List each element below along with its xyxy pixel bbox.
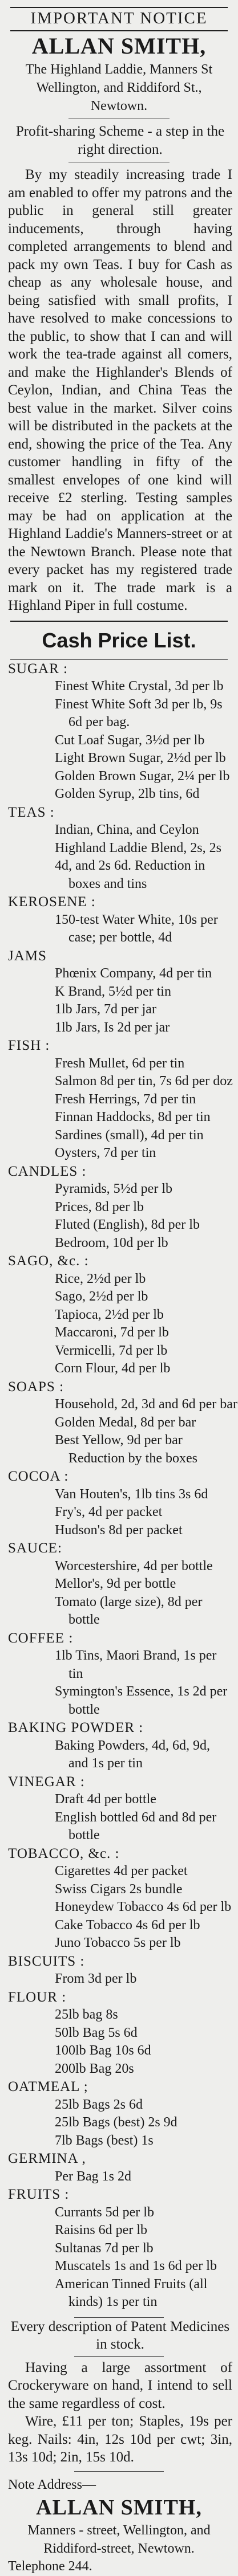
price-item: Household, 2d, 3d and 6d per bar	[55, 1397, 237, 1412]
price-item: Sardines (small), 4d per tin	[55, 1127, 204, 1143]
price-item: Draft 4d per bottle	[55, 1792, 156, 1807]
price-item: Bedroom, 10d per lb	[55, 1235, 168, 1250]
price-item: 6d per bag.	[68, 715, 130, 729]
price-item: 150-test Water White, 10s per	[55, 912, 218, 927]
price-section-heading: SAUCE:	[8, 1540, 62, 1556]
price-item: and 1s per tin	[68, 1756, 143, 1771]
price-item: Prices, 8d per lb	[55, 1199, 144, 1214]
wire-note: Wire, £11 per ton; Staples, 19s per keg. Nails: 4in, 12s 10d per cwt; 3in, 13s 10d; 2in, 15s 10d.	[8, 2414, 232, 2465]
price-item: K Brand, 5½d per tin	[55, 984, 171, 999]
address-block	[0, 60, 238, 115]
top-rule	[10, 7, 228, 8]
price-item: Symington's Essence, 1s 2d per	[55, 1684, 228, 1699]
price-item: Finest White Crystal, 3d per lb	[55, 679, 224, 694]
price-item: 7lb Bags (best) 1s	[55, 2133, 154, 2148]
price-section-heading: CANDLES :	[8, 1163, 87, 1179]
price-item: Cake Tobacco 4s 6d per lb	[55, 1917, 200, 1933]
price-item: Light Brown Sugar, 2½d per lb	[55, 751, 226, 765]
price-item: Golden Medal, 8d per bar	[55, 1415, 196, 1430]
price-item: boxes and tins	[68, 876, 147, 891]
divider	[74, 2356, 164, 2357]
crockery-note: Having a large assortment of Crockeryware on hand, I intend to sell the same regardless of cost.	[8, 2359, 232, 2411]
price-item: American Tinned Fruits (all	[55, 2276, 208, 2292]
price-item: English bottled 6d and 8d per	[55, 1809, 217, 1825]
price-item: tin	[68, 1666, 83, 1681]
price-item: Golden Brown Sugar, 2¼ per lb	[55, 768, 230, 784]
price-item: case; per bottle, 4d	[68, 930, 172, 945]
price-item: bottle	[68, 1828, 100, 1843]
price-item: Finest White Soft 3d per lb, 9s	[55, 696, 223, 712]
price-item: Baking Powders, 4d, 6d, 9d,	[55, 1738, 210, 1753]
price-item: Maccaroni, 7d per lb	[55, 1325, 169, 1340]
price-item: 1lb Jars, Is 2d per jar	[55, 1020, 170, 1035]
price-item: Tapioca, 2½d per lb	[55, 1307, 164, 1322]
price-item: Reduction by the boxes	[68, 1450, 197, 1466]
price-section-heading: FLOUR :	[8, 1989, 67, 2005]
footer-address-line: Manners - street, Wellington, and	[27, 2523, 211, 2538]
price-item: 1lb Jars, 7d per jar	[55, 1002, 156, 1017]
price-section-heading: GERMINA ,	[8, 2151, 86, 2166]
price-item: Finnan Haddocks, 8d per tin	[55, 1110, 211, 1124]
price-item: 25lb Bags (best) 2s 9d	[55, 2115, 178, 2130]
address-line: Newtown.	[90, 99, 148, 113]
price-item: Hudson's 8d per packet	[55, 1522, 183, 1538]
price-item: Muscatels 1s and 1s 6d per lb	[55, 2259, 217, 2273]
price-item: Fresh Mullet, 6d per tin	[55, 1055, 185, 1071]
price-item: 100lb Bag 10s 6d	[55, 2043, 151, 2058]
price-section-heading: FRUITS :	[8, 2187, 70, 2202]
price-item: 4d, and 2s 6d. Reduction in	[55, 858, 205, 873]
price-item: Fluted (English), 8d per lb	[55, 1217, 200, 1232]
price-item: Sultanas 7d per lb	[55, 2240, 154, 2256]
price-section-heading: FISH :	[8, 1038, 50, 1053]
price-section-heading: SAGO, &c. :	[8, 1253, 89, 1269]
body-text: By my steadily increasing trade I am enabled to offer my patrons and the public in general still greater inducements, through having completed arrangements to blend and pack my own Teas. I buy for Cash as cheap as any wholesale house, and being satisfied with small profits, I have resolved to make concessions to the public, to show that I can and will work the tea-trade against all comers, and make the Highlander's Blends of Ceylon, Indian, and China Teas the best value in the market. Silver coins will be distributed in the packets at the end, showing the price of the Tea. Any customer handling in fifty of the smallest envelopes of one kind will receive £2 sterling. Testing samples may be had on application at the Highland Laddie's Manners-street or at the Newtown Branch. Please note that every packet has my registered trade mark on it. The trade mark is a Highland Piper in full costume.	[8, 167, 232, 613]
price-item: Swiss Cigars 2s bundle	[55, 1881, 183, 1897]
intro-text: Profit-sharing Scheme - a step in the right direction.	[15, 124, 225, 157]
price-item: Phœnix Company, 4d per tin	[55, 966, 212, 981]
price-section-heading: SOAPS :	[8, 1379, 64, 1395]
price-item: Per Bag 1s 2d	[55, 2169, 131, 2184]
price-item: From 3d per lb	[55, 1971, 137, 1986]
price-item: 1lb Tins, Maori Brand, 1s per	[55, 1648, 217, 1663]
telephone: Telephone 244.	[8, 2559, 92, 2574]
price-item: Cigarettes 4d per packet	[55, 1864, 188, 1878]
price-item: Corn Flour, 4d per lb	[55, 1361, 171, 1376]
price-item: kinds) 1s per tin	[68, 2294, 158, 2309]
price-item: Fresh Herrings, 7d per tin	[55, 1091, 196, 1107]
price-section-heading: BISCUITS :	[8, 1953, 85, 1969]
price-item: 200lb Bag 20s	[55, 2061, 134, 2076]
price-item: bottle	[68, 1702, 100, 1717]
price-item: Juno Tobacco 5s per lb	[55, 1935, 181, 1950]
price-item: 50lb Bag 5s 6d	[55, 2025, 138, 2040]
price-item: Van Houten's, 1lb tins 3s 6d	[55, 1486, 208, 1502]
price-section-heading: COCOA :	[8, 1469, 69, 1484]
price-section-heading: SUGAR :	[8, 661, 68, 676]
price-section-heading: BAKING POWDER :	[8, 1720, 144, 1735]
price-item: Honeydew Tobacco 4s 6d per lb	[55, 1900, 232, 1914]
address-line: Wellington, and Riddiford St.,	[36, 80, 202, 95]
price-item: Raisins 6d per lb	[55, 2223, 147, 2237]
footer-address-line: Riddiford-street, Newtown.	[43, 2541, 195, 2556]
price-section-heading: TOBACCO, &c. :	[8, 1845, 120, 1861]
address-line: The Highland Laddie, Manners St	[25, 62, 213, 77]
price-item: Mellor's, 9d per bottle	[55, 1576, 176, 1591]
price-section-heading: VINEGAR :	[8, 1774, 85, 1790]
divider	[74, 2471, 164, 2472]
price-item: Oysters, 7d per tin	[55, 1146, 156, 1160]
price-item: Currants 5d per lb	[55, 2204, 154, 2220]
note-address-label: Note Address—	[8, 2477, 96, 2492]
price-list	[0, 660, 238, 2312]
patent-note: Every description of Patent Medicines in stock.	[10, 2318, 230, 2352]
divider	[10, 621, 228, 622]
price-item: Cut Loaf Sugar, 3½d per lb	[55, 732, 205, 748]
price-item: Best Yellow, 9d per bar	[55, 1433, 183, 1448]
price-item: Fry's, 4d per packet	[55, 1505, 163, 1519]
price-item: bottle	[68, 1612, 100, 1627]
price-list-title: Cash Price List.	[42, 628, 196, 652]
price-item: 25lb bag 8s	[55, 2007, 118, 2022]
header-rule	[10, 30, 228, 31]
price-item: Rice, 2½d per lb	[55, 1271, 146, 1286]
price-item: Sago, 2½d per lb	[55, 1289, 148, 1304]
price-item: Vermicelli, 7d per lb	[55, 1343, 168, 1358]
price-section-heading: JAMS	[8, 948, 47, 964]
footer-merchant-name: ALLAN SMITH,	[36, 2496, 202, 2520]
price-item: Tomato (large size), 8d per	[55, 1594, 203, 1609]
price-item: Golden Syrup, 2lb tins, 6d	[55, 786, 200, 801]
price-item: Highland Laddie Blend, 2s, 2s	[55, 840, 221, 855]
price-section-heading: OATMEAL ;	[8, 2079, 88, 2094]
merchant-name: ALLAN SMITH,	[31, 33, 207, 59]
price-section-heading: COFFEE :	[8, 1630, 74, 1646]
price-item: 25lb Bags 2s 6d	[55, 2097, 143, 2112]
price-item: Salmon 8d per tin, 7s 6d per doz	[55, 1074, 233, 1089]
price-item: Pyramids, 5½d per lb	[55, 1181, 172, 1196]
price-item: Indian, China, and Ceylon	[55, 822, 199, 837]
notice-header: IMPORTANT NOTICE	[30, 9, 208, 27]
price-item: Worcestershire, 4d per bottle	[55, 1558, 213, 1574]
price-section-heading: TEAS :	[8, 804, 55, 820]
price-section-heading: KEROSENE :	[8, 894, 96, 910]
